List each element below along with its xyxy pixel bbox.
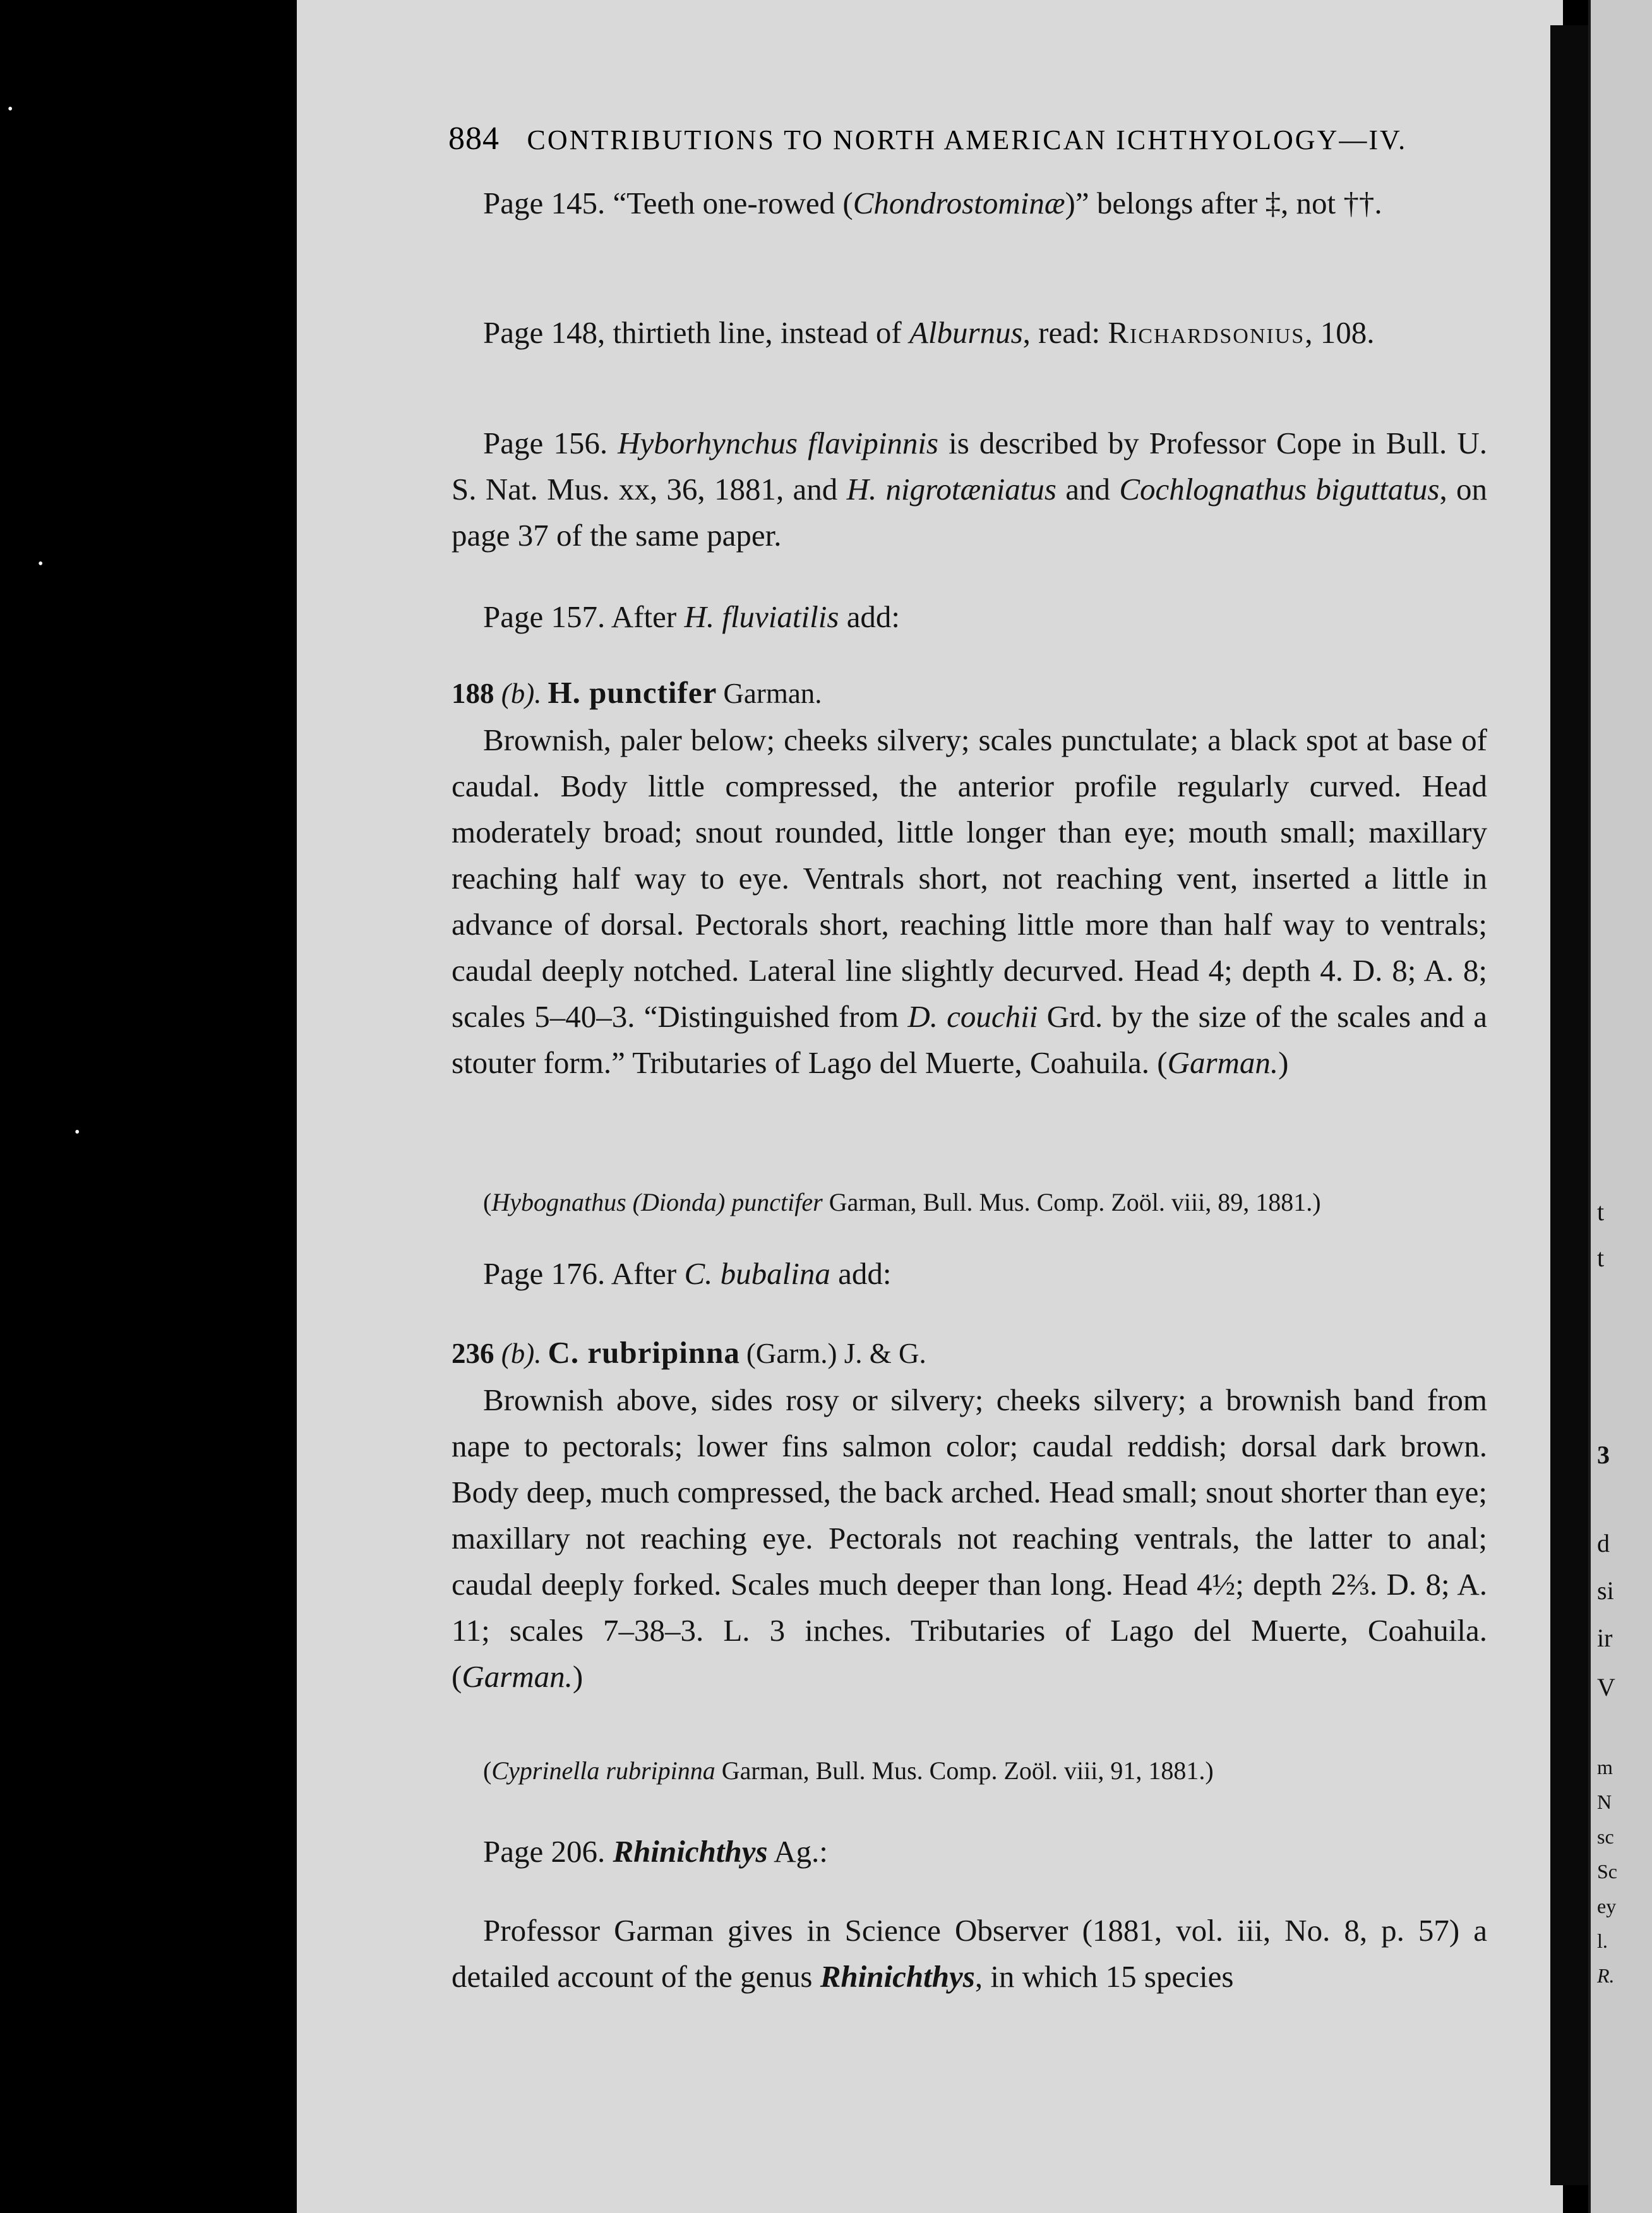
facing-page-edge bbox=[1588, 0, 1652, 2213]
species-heading-236: 236 (b). C. rubripinna (Garm.) J. & G. bbox=[452, 1335, 926, 1370]
scan-speck: • bbox=[8, 101, 13, 117]
facing-page-fragment: d bbox=[1597, 1529, 1610, 1557]
running-header bbox=[448, 120, 1459, 157]
erratum-page-148: Page 148, thirtieth line, instead of Alburnus, read: Richardsonius, 108. bbox=[483, 315, 1375, 350]
facing-page-fragment: ir bbox=[1597, 1624, 1613, 1652]
species-heading-188: 188 (b). H. punctifer Garman. bbox=[452, 675, 822, 710]
erratum-page-157: Page 157. After H. fluviatilis add: bbox=[483, 599, 901, 634]
facing-page-fragment: 3 bbox=[1597, 1441, 1610, 1469]
facing-page-fragment: ey bbox=[1597, 1895, 1617, 1917]
scan-speck: • bbox=[38, 556, 44, 572]
facing-page-fragment: Sc bbox=[1597, 1860, 1617, 1883]
erratum-page-156: Page 156. Hyborhynchus flavipinnis is described by Professor Cope in Bull. U. S. Nat. Mus. xx, 36, 1881, and H. nigrotæniatus and Cochlognathus biguttatus, on page 37 of the same paper. bbox=[452, 426, 1487, 553]
scan-speck: • bbox=[75, 1124, 80, 1141]
section-heading-page-206: Page 206. Rhinichthys Ag.: bbox=[483, 1834, 828, 1869]
species-236-synonymy: (Cyprinella rubripinna Garman, Bull. Mus. Comp. Zoöl. viii, 91, 1881.) bbox=[483, 1756, 1214, 1785]
running-title: CONTRIBUTIONS TO NORTH AMERICAN ICHTHYOLOGY—IV. bbox=[527, 124, 1408, 155]
facing-page-fragment: sc bbox=[1597, 1825, 1614, 1848]
rhinichthys-paragraph: Professor Garman gives in Science Observer (1881, vol. iii, No. 8, p. 57) a detailed account of the genus Rhinichthys, in which 15 species bbox=[452, 1913, 1487, 1994]
erratum-page-176: Page 176. After C. bubalina add: bbox=[483, 1256, 892, 1291]
facing-page-fragment: t bbox=[1597, 1244, 1605, 1272]
facing-page-fragment: l. bbox=[1597, 1929, 1608, 1952]
facing-page-fragment: N bbox=[1597, 1790, 1612, 1813]
facing-page-fragment: m bbox=[1597, 1756, 1613, 1778]
species-188-description: Brownish, paler below; cheeks silvery; scales punctulate; a black spot at base of caudal. Body little compressed, the anterior profile regularly curved. Head moderately broad; snout rounded, little longer than eye; mouth small; maxillary reaching half way to eye. Ventrals short, not reaching vent, inserted a little in advance of dorsal. Pectorals short, reaching little more than half way to ventrals; caudal deeply notched. Lateral line slightly decurved. Head 4; depth 4. D. 8; A. 8; scales 5–40–3. “Distinguished from D. couchii Grd. by the size of the scales and a stouter form.” Tributaries of Lago del Muerte, Coahuila. (Garman.) bbox=[452, 723, 1487, 1080]
facing-page-fragment: si bbox=[1597, 1576, 1614, 1605]
facing-page-fragment: t bbox=[1597, 1197, 1605, 1226]
page-gutter-shadow bbox=[1550, 25, 1588, 2185]
species-236-description: Brownish above, sides rosy or silvery; cheeks silvery; a brownish band from nape to pectorals; lower fins salmon color; caudal reddish; dorsal dark brown. Body deep, much compressed, the back arched. Head small; snout shorter than eye; maxillary not reaching eye. Pectorals not reaching ventrals, the latter to anal; caudal deeply forked. Scales much deeper than long. Head 4½; depth 2⅔. D. 8; A. 11; scales 7–38–3. L. 3 inches. Tributaries of Lago del Muerte, Coahuila. (Garman.) bbox=[452, 1382, 1487, 1694]
species-188-synonymy: (Hybognathus (Dionda) punctifer Garman, Bull. Mus. Comp. Zoöl. viii, 89, 1881.) bbox=[483, 1188, 1321, 1216]
erratum-page-145: Page 145. “Teeth one-rowed (Chondrostominæ)” belongs after ‡, not ††. bbox=[483, 186, 1382, 220]
facing-page-fragment: R. bbox=[1597, 1964, 1615, 1987]
facing-page-fragment: V bbox=[1597, 1673, 1615, 1701]
page-number: 884 bbox=[448, 121, 500, 157]
